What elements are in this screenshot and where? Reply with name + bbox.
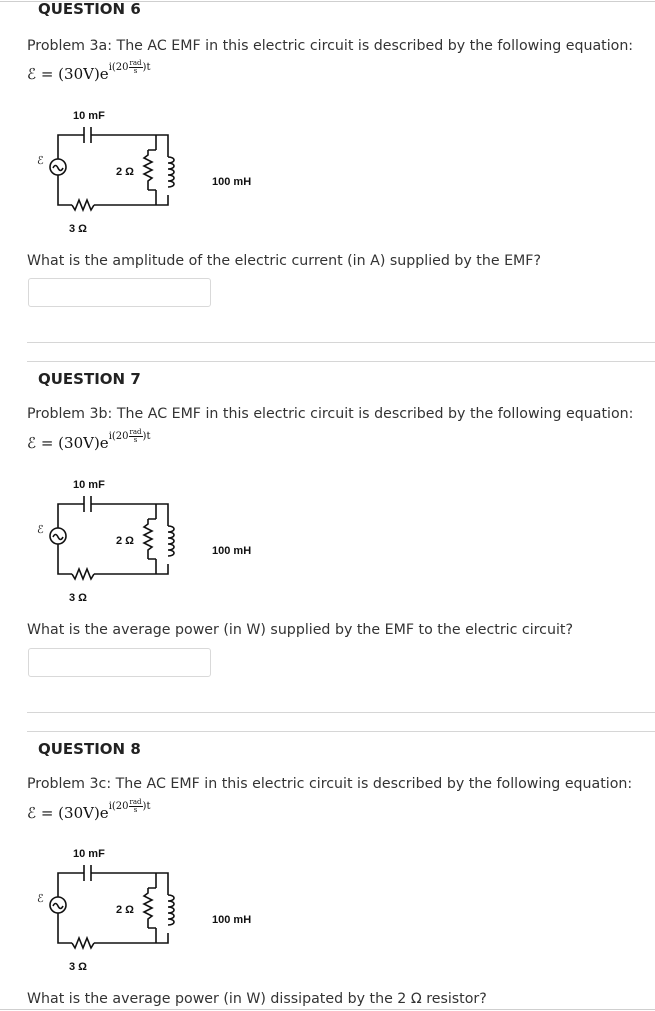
circuit-diagram [36, 843, 296, 978]
capacitor-label: 10 mF [73, 848, 105, 860]
resistor-mid-label: 2 Ω [116, 535, 134, 547]
problem-text: Problem 3a: The AC EMF in this electric circuit is described by the following equation: [27, 38, 634, 54]
inductor-label: 100 mH [212, 176, 252, 188]
source-label: ℰ [37, 523, 44, 536]
question-title: QUESTION 6 [38, 0, 141, 18]
problem-text: Problem 3b: The AC EMF in this electric circuit is described by the following equation: [27, 406, 634, 422]
capacitor-label: 10 mF [73, 479, 105, 491]
answer-input[interactable] [28, 648, 211, 677]
circuit-diagram [36, 105, 296, 240]
separator [27, 342, 655, 343]
question-title: QUESTION 8 [38, 740, 141, 758]
emf-equation: ℰ = $(30V)e^{i(20 \frac{\text{rad}}{s} )t}$ [27, 798, 151, 822]
resistor-bottom-label: 3 Ω [69, 592, 87, 604]
question-prompt: What is the average power (in W) supplied by the EMF to the electric circuit? [27, 622, 574, 638]
inductor-label: 100 mH [212, 914, 252, 926]
capacitor-label: 10 mF [73, 110, 105, 122]
question-title: QUESTION 7 [38, 370, 141, 388]
resistor-mid-label: 2 Ω [116, 166, 134, 178]
emf-equation: ℰ = $(30V)e^{i(20 \frac{\text{rad}}{s} )t}$ [27, 59, 151, 83]
emf-equation: ℰ = $(30V)e^{i(20 \frac{\text{rad}}{s} )t}$ [27, 428, 151, 452]
answer-input[interactable] [28, 278, 211, 307]
source-label: ℰ [37, 892, 44, 905]
resistor-mid-label: 2 Ω [116, 904, 134, 916]
bottom-separator [0, 1009, 655, 1010]
question-prompt: What is the amplitude of the electric current (in A) supplied by the EMF? [27, 253, 541, 269]
resistor-bottom-label: 3 Ω [69, 223, 87, 235]
separator [27, 731, 655, 732]
resistor-bottom-label: 3 Ω [69, 961, 87, 973]
separator [27, 712, 655, 713]
question-prompt: What is the average power (in W) dissipated by the 2 Ω resistor? [27, 991, 487, 1007]
source-label: ℰ [37, 154, 44, 167]
circuit-diagram [36, 474, 296, 609]
inductor-label: 100 mH [212, 545, 252, 557]
separator [27, 361, 655, 362]
problem-text: Problem 3c: The AC EMF in this electric circuit is described by the following equation: [27, 776, 633, 792]
